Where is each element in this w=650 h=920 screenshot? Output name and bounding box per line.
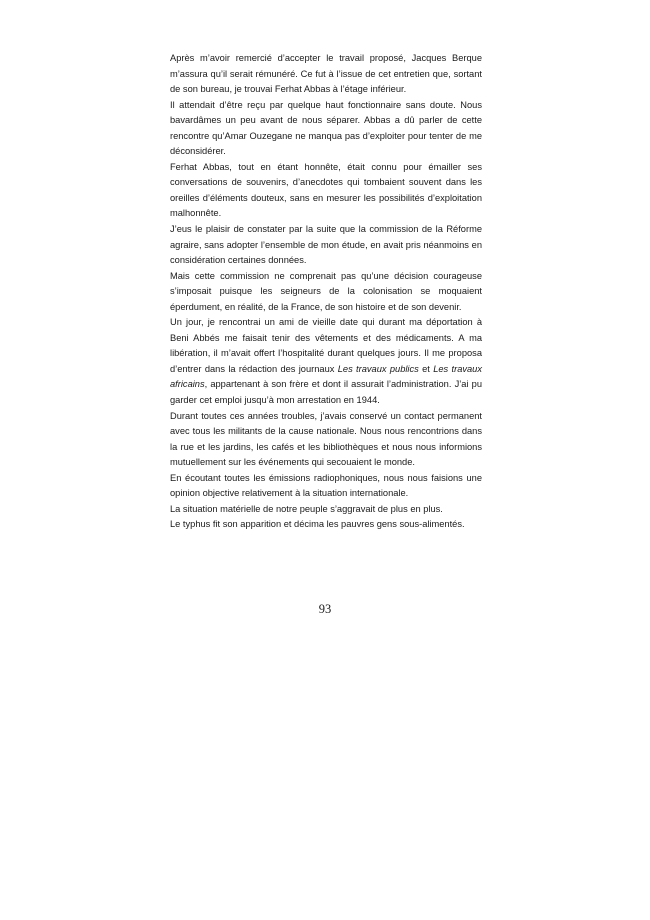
paragraph-8: En écoutant toutes les émissions radiophoniques, nous nous faisions une opinion objective relativement à la situation internationale. xyxy=(170,472,482,499)
body-text xyxy=(170,51,482,533)
paragraph-6-text-b: et xyxy=(418,363,434,374)
paragraph-7: Durant toutes ces années troubles, j’avais conservé un contact permanent avec tous les militants de la cause nationale. Nous nous rencontrions dans la rue et les jardins, les cafés et les bibliothèques et nous nous informions mutuellement sur les événements qui secouaient le monde. xyxy=(170,410,482,468)
paragraph-2: Il attendait d’être reçu par quelque haut fonctionnaire sans doute. Nous bavardâmes un peu avant de nous séparer. Abbas a dû parler de cette rencontre qu’Amar Ouzegane ne manqua pas d’exploiter pour tenter de me déconsidérer. xyxy=(170,99,482,157)
journal-title-travaux-publics: Les travaux publics xyxy=(337,363,419,374)
paragraph-5: Mais cette commission ne comprenait pas qu’une décision courageuse s’imposait puisque les seigneurs de la colonisation se moquaient éperdument, en réalité, de la France, de son histoire et de son devenir. xyxy=(170,270,482,312)
journal-title-travaux-africains: Les travaux africains xyxy=(170,363,482,390)
paragraph-6 xyxy=(170,315,482,408)
paragraph-1: Après m’avoir remercié d’accepter le travail proposé, Jacques Berque m’assura qu’il serait rémunéré. Ce fut à l’issue de cet entretien que, sortant de son bureau, je trouvai Ferhat Abbas à l’étage inférieur. xyxy=(170,53,482,95)
paragraph-6-text-c: , appartenant à son frère et dont il assurait l’administration. J’ai pu garder cet emploi jusqu’à mon arrestation en 1944. xyxy=(170,379,482,406)
paragraph-4: J’eus le plaisir de constater par la suite que la commission de la Réforme agraire, sans adopter l’ensemble de mon étude, en avait pris néanmoins en considération certaines données. xyxy=(170,224,482,266)
paragraph-10: Le typhus fit son apparition et décima les pauvres gens sous-alimentés. xyxy=(170,519,465,530)
paragraph-3: Ferhat Abbas, tout en étant honnête, était connu pour émailler ses conversations de souvenirs, d’anecdotes qui tombaient souvent dans les oreilles d’éléments douteux, sans en mesurer les possibilités d’exploitation malhonnête. xyxy=(170,161,482,219)
page-number: 93 xyxy=(318,602,332,616)
paragraph-6-text-a: Un jour, je rencontrai un ami de vieille date qui durant ma déportation à Beni Abbés me faisait tenir des vêtements et des médicaments. A ma libération, il m’avait offert l’hospitalité durant quelques jours. Il me proposa d’entrer dans la rédaction des journaux xyxy=(170,317,482,374)
paragraph-9: La situation matérielle de notre peuple s’aggravait de plus en plus. xyxy=(170,503,443,514)
